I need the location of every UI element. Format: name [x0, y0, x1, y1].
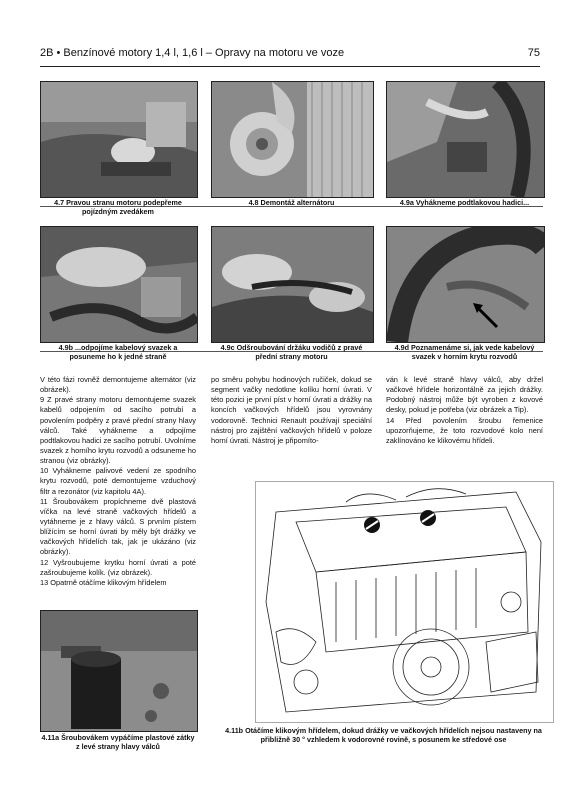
paragraph: ván k levé straně hlavy válců, aby držel vačkové hřídele horizontálně za jejich drážky. Podobný nástroj může být vyroben z kovové desky, pokud je potřeba (viz obrázek a Tip). — [386, 375, 543, 415]
photo-4-9a — [386, 81, 545, 198]
paragraph: po směru pohybu hodinových ručiček, dokud se segment vačky nedotkne kolíku horní úvrati. V této pozici je první píst v horní úvrati a drážky na koncích vačkových hřídelů jsou vyrovnány vodorovně. Technici Renault používají speciální nástroj pro zajištění vačkových hřídelů v poloze horní úvrati. Nástroj je připomíto- — [211, 375, 372, 445]
caption-4-9b: 4.9b ...odpojíme kabelový svazek a posuneme ho k jedné straně — [58, 343, 178, 362]
photo-4-9d-image — [387, 227, 544, 342]
photo-4-11a — [40, 610, 198, 732]
photo-4-8 — [211, 81, 374, 198]
text-column-2 — [211, 375, 372, 446]
page-number: 75 — [527, 47, 540, 59]
photo-4-11a-image — [41, 611, 197, 731]
photo-4-8-image — [212, 82, 373, 197]
caption-4-11a: 4.11a Šroubovákem vypáčíme plastové zátky z levé strany hlavy válců — [41, 733, 195, 752]
header-title: 2B • Benzínové motory 1,4 l, 1,6 l – Opravy na motoru ve voze — [40, 47, 345, 59]
paragraph: 14 Před povolením šroubu řemenice upozorňujeme, že toto rozvodové kolo není zaklínováno ke klikovému hřídeli. — [386, 415, 543, 445]
caption-4-9a: 4.9a Vyhákneme podtlakovou hadici... — [399, 198, 530, 207]
engine-line-drawing — [256, 482, 553, 722]
caption-4-9d: 4.9d Poznamenáme si, jak vede kabelový svazek v horním krytu rozvodů — [394, 343, 535, 362]
photo-4-7 — [40, 81, 198, 198]
text-column-1 — [40, 375, 196, 588]
page-header — [40, 44, 540, 67]
caption-4-8: 4.8 Demontáž alternátoru — [248, 198, 335, 207]
caption-4-9c: 4.9c Odšroubování držáku vodičů z pravé přední strany motoru — [220, 343, 363, 362]
photo-4-9b-image — [41, 227, 197, 342]
text-column-3 — [386, 375, 543, 446]
photo-4-9c-image — [212, 227, 373, 342]
paragraph: 13 Opatrně otáčíme klikovým hřídelem — [40, 577, 167, 587]
photo-4-9c — [211, 226, 374, 343]
caption-4-11b: 4.11b Otáčíme klikovým hřídelem, dokud drážky ve vačkových hřídelích nejsou nastaveny na přibližně 30 ° vzhledem k vodorovné rovině, s posunem ke středové ose — [225, 726, 542, 745]
paragraph: V této fázi rovněž demontujeme alternátor (viz obrázek). — [40, 375, 196, 395]
paragraph: 10 Vyhákneme palivové vedení ze spodního krytu rozvodů, poté demontujeme vzduchový filtr a rezonátor (viz kapitolu 4A). — [40, 466, 196, 496]
caption-4-7: 4.7 Pravou stranu motoru podepřeme pojízdným zvedákem — [54, 198, 182, 217]
diagram-4-11b — [255, 481, 554, 723]
paragraph: 12 Vyšroubujeme krytku horní úvrati a poté zašroubujeme kolík. (viz obrázek). — [40, 557, 196, 577]
photo-4-9a-image — [387, 82, 544, 197]
camshaft-slot-markers — [364, 510, 436, 533]
photo-4-9b — [40, 226, 198, 343]
paragraph: 11 Šroubovákem propíchneme dvě plastová víčka na levé straně vačkových hřídelů a vytáhneme je z hlavy válců. S prvním pístem blížícím se horní úvrati by měly být drážky ve vačkových hřídelích tak, jak je ukázáno (viz obrázky). — [40, 496, 196, 557]
photo-4-9d — [386, 226, 545, 343]
paragraph: 9 Z pravé strany motoru demontujeme svazek kabelů odpojením od sacího potrubí a povolením podpěry z pravé přední strany hlavy válců. Také vyhákneme a odpojíme podtlakovou hadici ze sacího potrubí. Uvolníme svazek z horního krytu rozvodů a odsuneme ho stranou (viz obrázky). — [40, 395, 196, 466]
photo-4-7-image — [41, 82, 197, 197]
